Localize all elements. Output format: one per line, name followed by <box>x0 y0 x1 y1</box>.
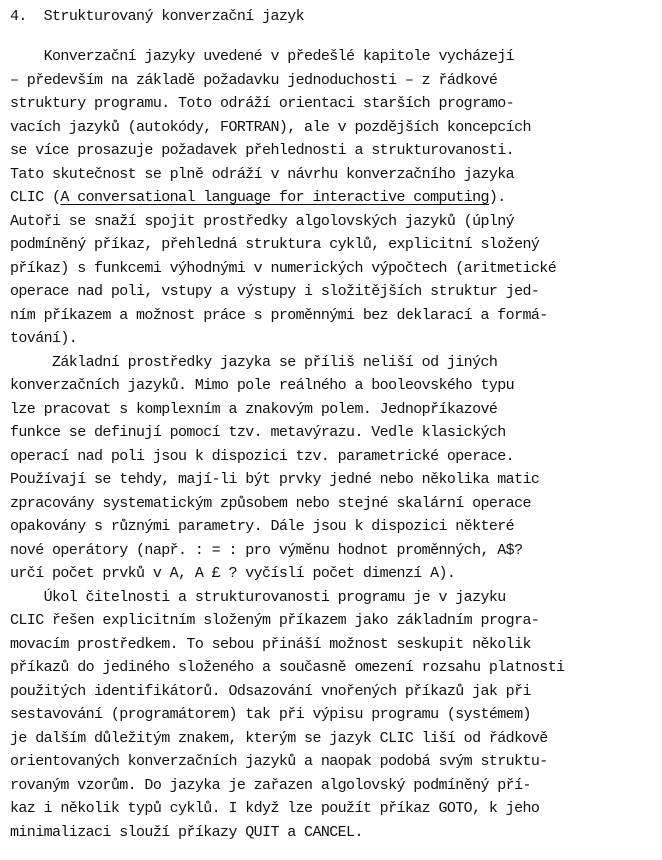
text-line: Používají se tehdy, mají-li být prvky jedné nebo několika matic <box>10 471 540 488</box>
text-line: použitých identifikátorů. Odsazování vnořených příkazů jak při <box>10 682 531 700</box>
text-line: Úkol čitelnosti a strukturovanosti programu je v jazyku <box>10 588 506 606</box>
text-line: sestavování (programátorem) tak při výpisu programu (systémem) <box>10 706 531 723</box>
underlined-title: A conversational language for interactive computing <box>60 189 489 206</box>
text-line: operace nad poli, vstupy a výstupy i složitějších struktur jed- <box>10 283 540 300</box>
text-line: příkaz) s funkcemi výhodnými v numerických výpočtech (aritmetické <box>10 259 557 277</box>
text-line: určí počet prvků v A, A £ ? vyčíslí počet dimenzí A). <box>10 565 456 582</box>
text-line: zpracovány systematickým způsobem nebo stejné skalární operace <box>10 494 531 512</box>
text-line: minimalizaci slouží příkazy QUIT a CANCEL. <box>10 823 363 841</box>
text-line: tování). <box>10 330 78 347</box>
section-title: Strukturovaný konverzační jazyk <box>43 8 305 25</box>
text-line-underlined <box>10 186 662 210</box>
text-line: podmíněný příkaz, přehledná struktura cyklů, explicitní složený <box>10 236 540 253</box>
text-line: ním příkazem a možnost práce s proměnnými bez deklarací a formá- <box>10 306 548 324</box>
text-line: Autoři se snaží spojit prostředky algolovských jazyků (úplný <box>10 212 515 230</box>
text-line: lze pracovat s komplexním a znakovým polem. Jednopříkazové <box>10 400 498 418</box>
text-line: příkazů do jediného složeného a současně omezení rozsahu platnosti <box>10 659 565 676</box>
text-line: orientovaných konverzačních jazyků a naopak podobá svým struktu- <box>10 753 548 770</box>
text-line: movacím prostředkem. To sebou přináší možnost seskupit několik <box>10 635 531 653</box>
text-line: CLIC řešen explicitním složeným příkazem jako základním progra- <box>10 612 540 629</box>
underline-suffix: ). <box>488 189 506 206</box>
section-heading <box>10 5 304 29</box>
text-line: opakovány s různými parametry. Dále jsou k dispozici některé <box>10 518 515 535</box>
section-number: 4. <box>10 8 27 25</box>
text-line: struktury programu. Toto odráží orientaci starších programo- <box>10 95 515 112</box>
underline-prefix: CLIC ( <box>10 189 61 206</box>
text-line: – především na základě požadavku jednoduchosti – z řádkové <box>10 71 498 89</box>
text-line: rovaným vzorům. Do jazyka je zařazen algolovský podmíněný pří- <box>10 776 531 794</box>
text-line: Tato skutečnost se plně odráží v návrhu konverzačního jazyka <box>10 165 515 183</box>
text-line: funkce se definují pomocí tzv. metavýrazu. Vedle klasických <box>10 424 506 441</box>
text-line: Konverzační jazyky uvedené v předešlé kapitole vycházejí <box>10 48 515 65</box>
text-line: kaz i několik typů cyklů. I když lze použít příkaz GOTO, k jeho <box>10 800 540 817</box>
text-line: operací nad poli jsou k dispozici tzv. parametrické operace. <box>10 447 515 465</box>
text-line: je dalším důležitým znakem, kterým se jazyk CLIC liší od řádkově <box>10 729 548 747</box>
text-line: konverzačních jazyků. Mimo pole reálného a booleovského typu <box>10 377 515 394</box>
body-text <box>10 45 662 844</box>
text-line: Základní prostředky jazyka se příliš neliší od jiných <box>10 353 498 371</box>
text-line: se více prosazuje požadavek přehlednosti a strukturovanosti. <box>10 142 515 159</box>
text-line: vacích jazyků (autokódy, FORTRAN), ale v pozdějších koncepcích <box>10 118 531 136</box>
text-line: nové operátory (např. : = : pro výměnu hodnot proměnných, A$? <box>10 541 523 559</box>
